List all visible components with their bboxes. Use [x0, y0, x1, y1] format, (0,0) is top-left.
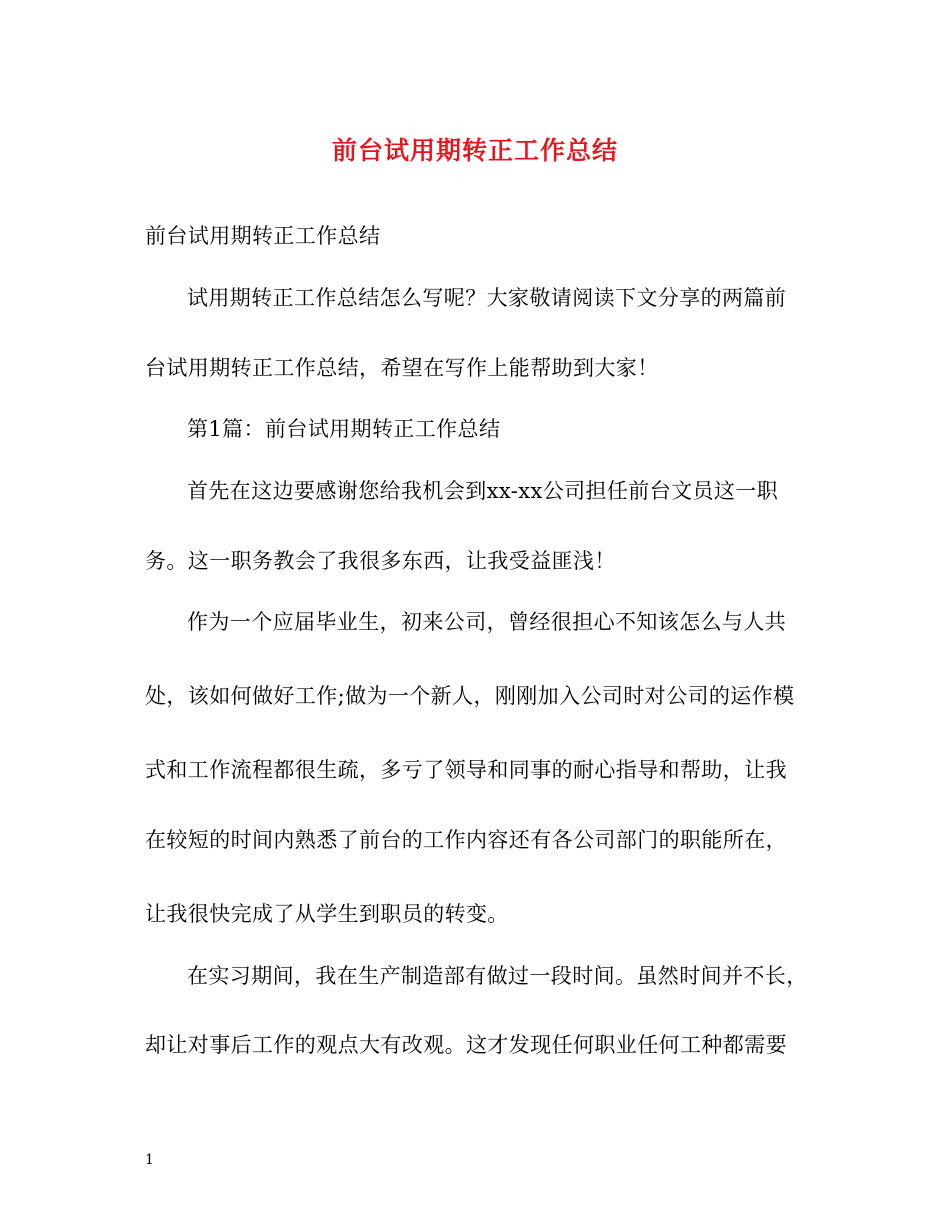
paragraph-line: 却让对事后工作的观点大有改观。这才发现任何职业任何工种都需要	[145, 1033, 787, 1057]
paragraph-line: 作为一个应届毕业生，初来公司，曾经很担心不知该怎么与人共	[187, 610, 787, 634]
paragraph-line: 让我很快完成了从学生到职员的转变。	[145, 902, 509, 926]
paragraph-line: 式和工作流程都很生疏，多亏了领导和同事的耐心指导和帮助，让我	[145, 758, 787, 782]
document-title: 前台试用期转正工作总结	[331, 136, 618, 165]
paragraph-line: 试用期转正工作总结怎么写呢？大家敬请阅读下文分享的两篇前	[187, 286, 787, 310]
paragraph-line: 首先在这边要感谢您给我机会到xx-xx公司担任前台文员这一职	[187, 479, 779, 503]
paragraph-line: 在实习期间，我在生产制造部有做过一段时间。虽然时间并不长，	[187, 964, 808, 988]
paragraph-line: 务。这一职务教会了我很多东西，让我受益匪浅！	[145, 549, 616, 573]
paragraph-line: 台试用期转正工作总结，希望在写作上能帮助到大家！	[145, 356, 659, 380]
paragraph-line: 处，该如何做好工作;做为一个新人，刚刚加入公司时对公司的运作模	[145, 684, 795, 708]
page-number: 1	[145, 1152, 154, 1168]
paragraph-line: 在较短的时间内熟悉了前台的工作内容还有各公司部门的职能所在，	[145, 828, 787, 852]
section-heading: 第1篇：前台试用期转正工作总结	[187, 417, 501, 441]
subtitle-line: 前台试用期转正工作总结	[145, 224, 381, 248]
